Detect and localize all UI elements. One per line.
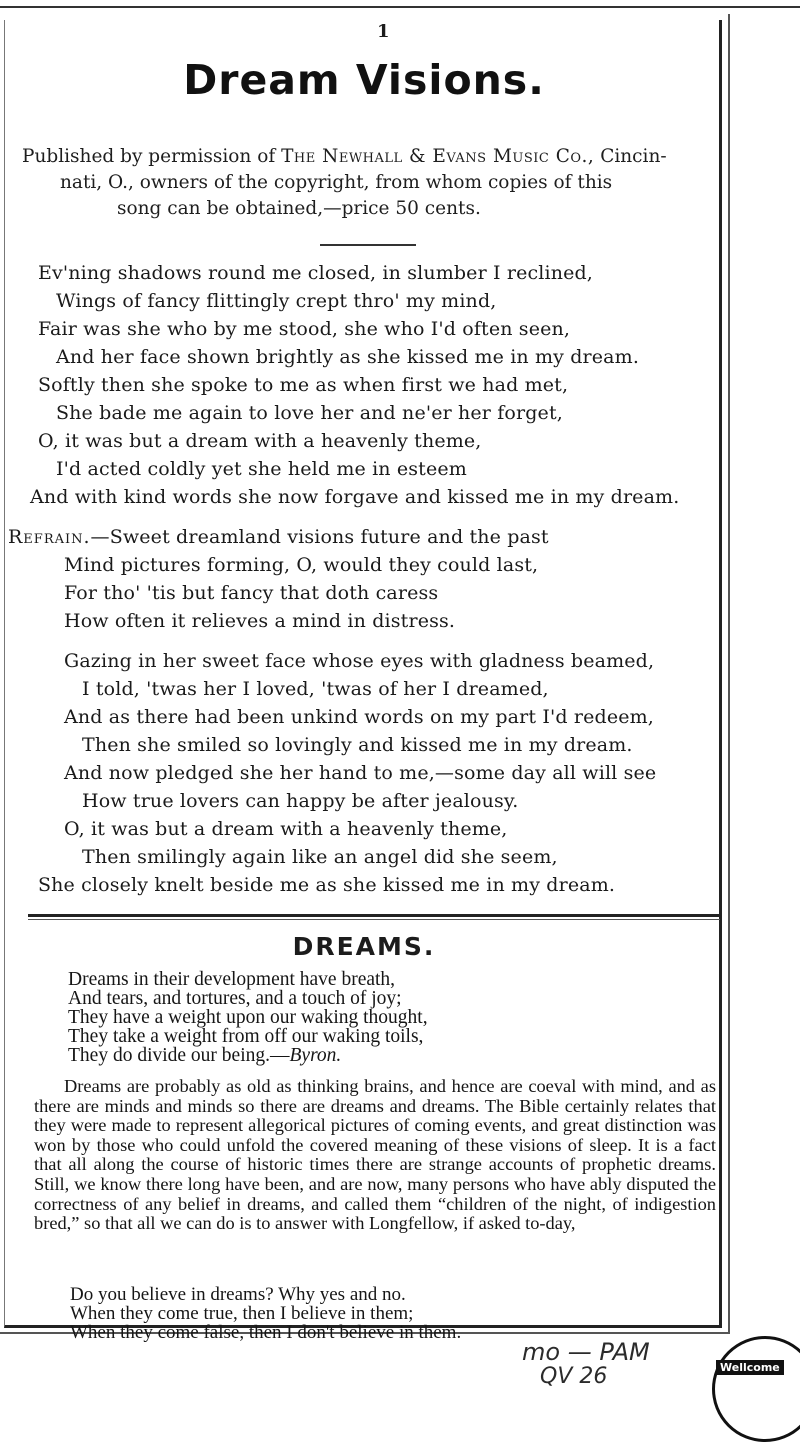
- verse2-line: O, it was but a dream with a heavenly theme,: [64, 818, 508, 840]
- publication-note-line-3: song can be obtained,—price 50 cents.: [117, 198, 481, 219]
- library-stamp: [712, 1336, 800, 1442]
- verse2-line: She closely knelt beside me as she kissed me in my dream.: [38, 874, 616, 896]
- verse2-line: Gazing in her sweet face whose eyes with gladness beamed,: [64, 650, 655, 672]
- verse2-line: Then she smiled so lovingly and kissed me in my dream.: [82, 734, 633, 756]
- publication-note-text: Published by permission of: [22, 146, 282, 167]
- publisher-name: The Newhall & Evans Music Co.,: [281, 146, 595, 167]
- dreams-prose: Dreams are probably as old as thinking brains, and hence are coeval with mind, and as there are minds and minds so there are dreams and dreams. The Bible certainly relates that they were made to represent allegorical pictures of coming events, and great distinction was won by those who could unfold the covered meaning of these visions of sleep. It is a fact that all along the course of historic times there are strange accounts of prophetic dreams. Still, we know there long have been, and are now, many persons who have ably disputed the correctness of any belief in dreams, and called them “children of the night, of indigestion bred,” so that all we can do is to answer with Longfellow, if asked to-day,: [34, 1076, 716, 1234]
- dreams-verse-text: They do divide our being.—: [68, 1045, 290, 1066]
- publication-note-line-1: [22, 146, 667, 167]
- dreams-verse-line: And tears, and tortures, and a touch of joy;: [68, 988, 402, 1009]
- verse2-line: I told, 'twas her I loved, 'twas of her I dreamed,: [82, 678, 549, 700]
- verse1-line: Ev'ning shadows round me closed, in slumber I reclined,: [38, 262, 594, 284]
- closing-verse-line: Do you believe in dreams? Why yes and no.: [70, 1284, 406, 1305]
- refrain-line: How often it relieves a mind in distress.: [64, 610, 456, 632]
- refrain-line: For tho' 'tis but fancy that doth caress: [64, 582, 439, 604]
- verse1-line: Wings of fancy flittingly crept thro' my mind,: [56, 290, 497, 312]
- handwritten-shelf-mark: QV 26: [540, 1364, 608, 1389]
- section-divider-thin: [28, 919, 720, 920]
- refrain-label: Refrain.: [8, 526, 91, 548]
- refrain-text: —Sweet dreamland visions future and the past: [90, 526, 549, 548]
- handwritten-call-number: mo — PAM: [522, 1338, 650, 1366]
- library-stamp-label: Wellcome: [716, 1360, 784, 1375]
- verse1-line: Softly then she spoke to me as when first we had met,: [38, 374, 569, 396]
- verse1-line: O, it was but a dream with a heavenly theme,: [38, 430, 482, 452]
- verse2-line: Then smilingly again like an angel did she seem,: [82, 846, 558, 868]
- section-rule: [320, 244, 416, 246]
- verse1-line: She bade me again to love her and ne'er her forget,: [56, 402, 563, 424]
- publication-note-line-2: nati, O., owners of the copyright, from whom copies of this: [60, 172, 613, 193]
- closing-verse-line: When they come false, then I don't believe in them.: [70, 1322, 462, 1343]
- dreams-heading: DREAMS.: [292, 932, 436, 961]
- refrain-line: Mind pictures forming, O, would they could last,: [64, 554, 539, 576]
- verse1-line: Fair was she who by me stood, she who I'd often seen,: [38, 318, 571, 340]
- page-number: 1: [377, 21, 390, 42]
- verse2-line: And now pledged she her hand to me,—some day all will see: [64, 762, 657, 784]
- page-title: Dream Visions.: [183, 56, 545, 104]
- closing-verse-line: When they come true, then I believe in them;: [70, 1303, 414, 1324]
- refrain-line: [8, 526, 549, 548]
- dreams-verse-line: [68, 1046, 341, 1066]
- verse2-line: And as there had been unkind words on my part I'd redeem,: [64, 706, 654, 728]
- dreams-verse-line: They have a weight upon our waking thought,: [68, 1007, 428, 1028]
- dreams-verse-line: They take a weight from off our waking toils,: [68, 1026, 424, 1047]
- top-edge-rule: [0, 6, 800, 8]
- dreams-verse-author: Byron.: [289, 1045, 342, 1066]
- verse1-line: I'd acted coldly yet she held me in esteem: [56, 458, 467, 480]
- verse1-line: And with kind words she now forgave and kissed me in my dream.: [30, 486, 680, 508]
- verse1-line: And her face shown brightly as she kissed me in my dream.: [56, 346, 640, 368]
- verse2-line: How true lovers can happy be after jealousy.: [82, 790, 519, 812]
- publication-note-text-end: Cincin-: [594, 146, 667, 167]
- section-divider: [28, 914, 720, 917]
- dreams-verse-line: Dreams in their development have breath,: [68, 969, 396, 990]
